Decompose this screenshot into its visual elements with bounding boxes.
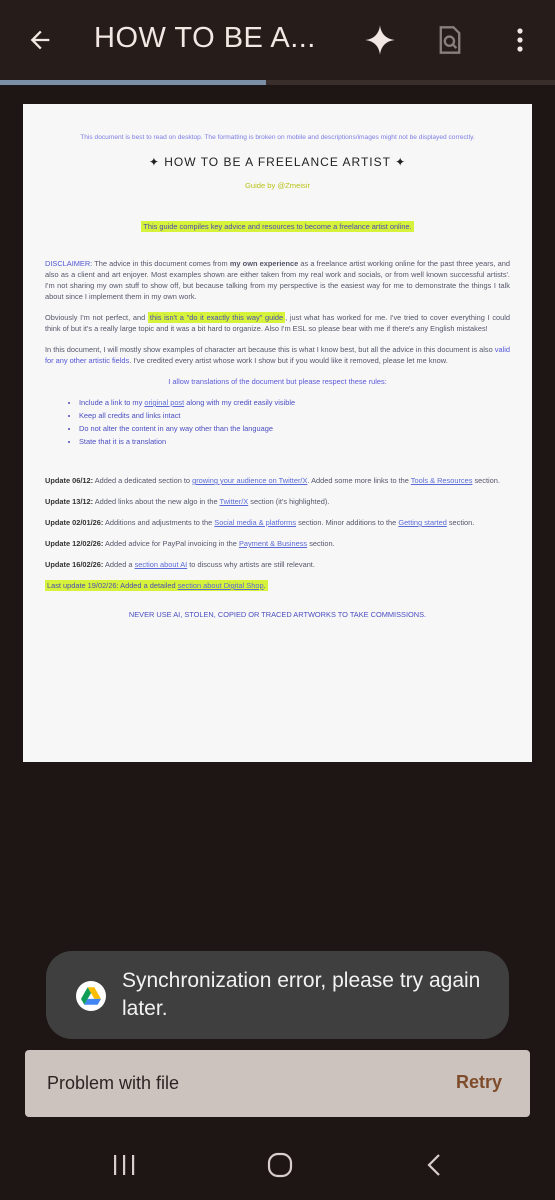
translation-rules-heading: I allow translations of the document but please respect these rules: <box>168 377 387 386</box>
snackbar-text: Problem with file <box>47 1073 180 1093</box>
update-entry: Update 02/01/26: Additions and adjustments to the Social media & platforms section. Minor additions to the Getting started section. <box>45 518 475 527</box>
list-item: • Keep all credits and links intact <box>79 410 510 421</box>
system-navigation-bar <box>0 1130 555 1200</box>
warning-text: NEVER USE AI, STOLEN, COPIED OR TRACED ARTWORKS TO TAKE COMMISSIONS. <box>128 610 427 619</box>
ai-section-link[interactable]: section about AI <box>134 560 188 569</box>
social-media-link[interactable]: Social media & platforms <box>214 518 297 527</box>
lead-text: This guide compiles key advice and resources to become a freelance artist online. <box>143 222 412 231</box>
twitter-link[interactable]: Twitter/X <box>219 497 249 506</box>
sync-error-toast <box>46 951 509 1039</box>
update-entry: Update 13/12: Added links about the new algo in the Twitter/X section (it's highlighted). <box>45 497 330 506</box>
home-icon[interactable] <box>260 1145 300 1185</box>
list-item: • State that it is a translation <box>79 436 510 447</box>
list-item: • Include a link to my original post along with my credit easily visible <box>79 397 510 408</box>
page-title: ✦ HOW TO BE A FREELANCE ARTIST ✦ <box>148 155 407 169</box>
toast-message: Synchronization error, please try again later. <box>122 969 481 1020</box>
reading-progress-fill <box>0 80 266 85</box>
translation-rules-list <box>79 397 510 447</box>
payment-business-link[interactable]: Payment & Business <box>238 539 308 548</box>
valid-fields-link[interactable]: valid for any other artistic fields <box>45 345 510 365</box>
getting-started-link[interactable]: Getting started <box>398 518 447 527</box>
document-title: HOW TO BE A... <box>94 22 316 54</box>
document-search-icon[interactable] <box>430 20 470 60</box>
sparkle-icon[interactable] <box>360 20 400 60</box>
update-entry: Update 06/12: Added a dedicated section to growing your audience on Twitter/X. Added some more links to the Tools & Resources section. <box>45 476 500 485</box>
disclaimer-paragraph: DISCLAIMER: The advice in this document comes from my own experience as a freelance artist working online for the past three years, and also as a client and art enjoyer. Most examples shown are either taken from my real work and socials, or from well known successful artists'. I'm not sharing my own stuff to show off, but because talking from my perspective is the easiest way for me to demonstrate the things I talk about since I implement them in my own work. <box>45 259 510 301</box>
recents-icon[interactable] <box>104 1145 144 1185</box>
problem-snackbar <box>25 1050 530 1117</box>
mobile-note: This document is best to read on desktop. The formatting is broken on mobile and descriptions/images might not be displayed correctly. <box>80 134 475 141</box>
last-update-entry: Last update 19/02/26: Added a detailed section about Digital Shop. <box>47 581 266 590</box>
more-vert-icon[interactable] <box>500 20 540 60</box>
list-item: • Do not alter the content in any way other than the language <box>79 423 510 434</box>
google-drive-icon <box>76 981 106 1011</box>
reading-progress-bar <box>0 80 555 85</box>
update-entry: Update 16/02/26: Added a section about AI to discuss why artists are still relevant. <box>45 560 315 569</box>
byline: Guide by @Zmeisir <box>244 181 311 190</box>
update-entry: Update 12/02/26: Added advice for PayPal invoicing in the Payment & Business section. <box>45 539 335 548</box>
paragraph-not-perfect: Obviously I'm not perfect, and this isn't a "do it exactly this way" guide , just what has worked for me. I've tried to cover everything I could think of but it's a really large topic and it was a bit hard to organize. Also I'm ESL so please bear with me if there's any English mistakes! <box>45 313 510 333</box>
document-page[interactable] <box>23 104 532 762</box>
back-arrow-icon[interactable] <box>20 20 60 60</box>
original-post-link[interactable]: original post <box>144 398 185 407</box>
tools-resources-link[interactable]: Tools & Resources <box>410 476 473 485</box>
app-bar <box>0 0 555 80</box>
twitter-section-link[interactable]: growing your audience on Twitter/X <box>192 476 308 485</box>
paragraph-examples: In this document, I will mostly show examples of character art because this is what I know best, but all the advice in this document is also valid for any other artistic fields. I've credited every artist whose work I show but if you would like it removed, please let me know. <box>45 345 510 365</box>
digital-shop-link[interactable]: section about Digital Shop <box>177 581 264 590</box>
back-icon[interactable] <box>414 1145 454 1185</box>
retry-button[interactable]: Retry <box>455 1072 502 1092</box>
